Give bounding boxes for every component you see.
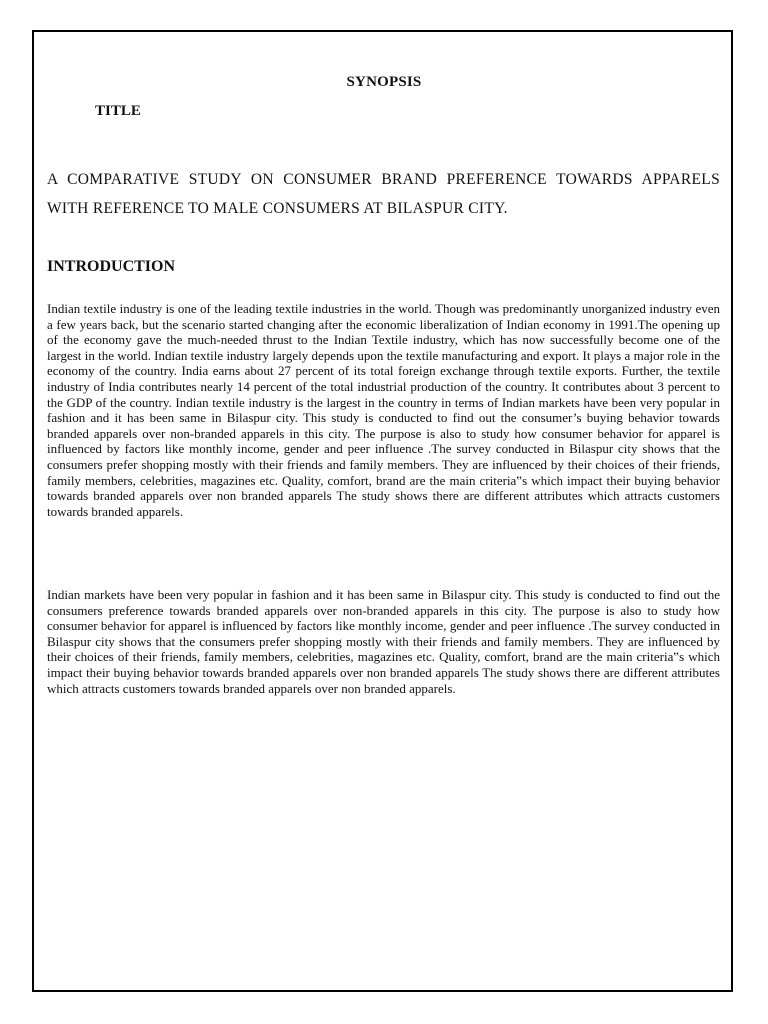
- title-label: TITLE: [95, 103, 141, 119]
- synopsis-heading: SYNOPSIS: [346, 74, 422, 90]
- introduction-paragraph-1: Indian textile industry is one of the leading textile industries in the world. Though was predominantly unorganized industry even a few years back, but the scenario started changing after the economic liberalization of Indian economy in 1991.The opening up of the economy gave the much-needed thrust to the Indian Textile industry, which has now successfully become one of the largest in the world. Indian textile industry largely depends upon the textile manufacturing and export. It plays a major role in the economy of the country. India earns about 27 percent of its total foreign exchange through textile exports. Further, the textile industry of India contributes nearly 14 percent of the total industrial production of the country. It contributes about 3 percent to the GDP of the country. Indian textile industry is the largest in the country in terms of Indian markets have been very popular in fashion and it has been same in Bilaspur city. This study is conducted to find out the consumer’s buying behavior towards branded apparels over non-branded apparels in this city. The purpose is also to study how consumer behavior for apparel is influenced by factors like monthly income, gender and peer influence .The survey conducted in Bilaspur city shows that the consumers prefer shopping mostly with their friends and family members. They are influenced by their choices of their friends, family members, celebrities, magazines etc. Quality, comfort, brand are the main criteria‟s which impact their buying behavior towards branded apparels over non branded apparels The study shows there are different attributes which attracts customers towards branded apparels.: [47, 301, 720, 519]
- introduction-paragraph-2: Indian markets have been very popular in fashion and it has been same in Bilaspur city. This study is conducted to find out the consumers preference towards branded apparels over non-branded apparels in this city. The purpose is also to study how consumer behavior for apparel is influenced by factors like monthly income, gender and peer influence .The survey conducted in Bilaspur city shows that the consumers prefer shopping mostly with their friends and family members. They are influenced by their choices of their friends, family members, celebrities, magazines etc. Quality, comfort, brand are the main criteria‟s which impact their buying behavior towards branded apparels over non branded apparels The study shows there are different attributes which attracts customers towards branded apparels over non branded apparels.: [47, 587, 720, 696]
- study-title: A COMPARATIVE STUDY ON CONSUMER BRAND PREFERENCE TOWARDS APPARELS WITH REFERENCE TO MALE CONSUMERS AT BILASPUR CITY.: [47, 171, 720, 217]
- introduction-heading: INTRODUCTION: [47, 258, 176, 275]
